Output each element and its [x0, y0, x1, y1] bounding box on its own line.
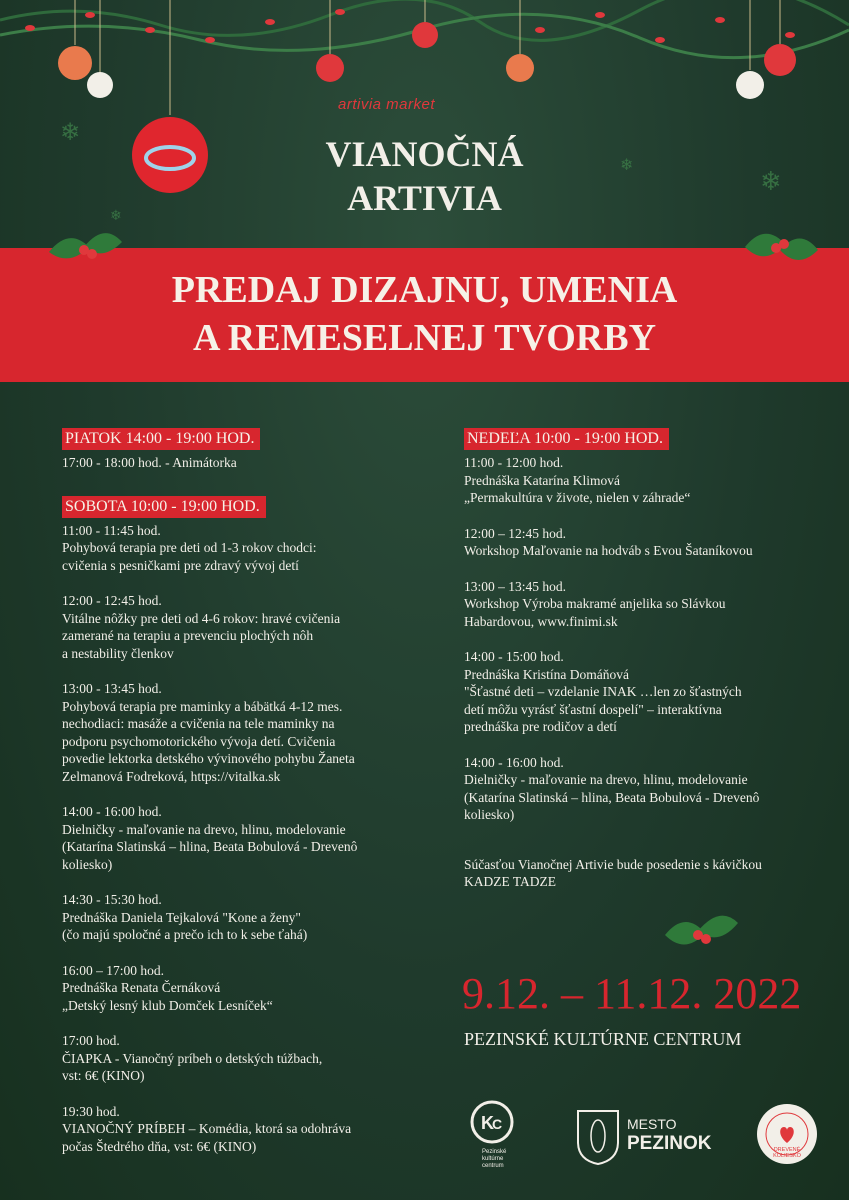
svg-text:❄: ❄	[110, 208, 122, 224]
title-line-1: VIANOČNÁ	[325, 134, 524, 174]
day-header-saturday: SOBOTA 10:00 - 19:00 HOD.	[62, 496, 266, 518]
banner-line-2: A REMESELNEJ TVORBY	[192, 317, 657, 359]
pezinok-text: PEZINOK	[627, 1133, 712, 1154]
schedule-left	[62, 428, 402, 1173]
svg-text:❄: ❄	[760, 167, 782, 197]
day-header-friday: PIATOK 14:00 - 19:00 HOD.	[62, 428, 260, 450]
day-header-sunday: NEDEĽA 10:00 - 19:00 HOD.	[464, 428, 669, 450]
event-dates: 9.12. – 11.12. 2022	[462, 969, 802, 1018]
mesto-text: MESTO	[627, 1116, 677, 1132]
coat-of-arms-icon	[575, 1108, 621, 1166]
event-item: 12:00 - 12:45 hod. Vitálne nôžky pre deti od 4-6 rokov: hravé cvičenia zamerané na terapiu a prevenciu plochých nôh a nestability členkov	[62, 593, 341, 661]
schedule-right	[464, 428, 824, 909]
banner-headline	[0, 266, 849, 362]
mesto-pezinok-logo	[575, 1108, 735, 1168]
ornament-icon	[87, 72, 113, 98]
svg-text:❄: ❄	[620, 155, 634, 174]
event-item: 12:00 – 12:45 hod. Workshop Maľovanie na hodváb s Evou Šataníkovou	[464, 525, 753, 558]
event-item: 13:00 - 13:45 hod. Pohybová terapia pre maminky a bábätká 4-12 mes. nechodiaci: masáže a cvičenia na tele maminky na podporu psychomotorického vývoja detí. Cvičenia povedie lektorka detského vývinového pohybu Žaneta Zelmanová Fodreková, https://vitalka.sk	[62, 681, 355, 784]
ornament-icon	[764, 44, 796, 76]
event-venue: PEZINSKÉ KULTÚRNE CENTRUM	[464, 1029, 742, 1049]
ornament-icon	[316, 54, 344, 82]
event-item: 16:00 – 17:00 hod. Prednáška Renata Černáková „Detský lesný klub Domček Lesníček“	[62, 962, 273, 1013]
page-title	[0, 132, 849, 220]
kc-logo-text: Pezinské	[482, 1149, 507, 1155]
cafe-note: Súčasťou Vianočnej Artivie bude posedenie s kávičkou KADZE TADZE	[464, 856, 762, 889]
ornament-icon	[412, 22, 438, 48]
svg-text:❄: ❄	[60, 118, 81, 146]
event-item: 11:00 - 11:45 hod. Pohybová terapia pre deti od 1-3 rokov chodci: cvičenia s pesničkami pre zdravý vývoj detí	[62, 522, 317, 573]
event-item: 14:00 - 15:00 hod. Prednáška Kristína Domáňová "Šťastné deti – vzdelanie INAK …len zo šťastných detí môžu vyrásť šťastní dospelí" – interaktívna prednáška pre rodičov a detí	[464, 649, 742, 734]
event-item: 19:30 hod. VIANOČNÝ PRÍBEH – Komédia, ktorá sa odohráva počas Štedrého dňa, vst: 6€ (KINO)	[62, 1103, 352, 1154]
koliesko-text: DREVENÉ KOLIESKO	[773, 1147, 801, 1159]
holly-icon	[660, 905, 740, 959]
event-item: 14:30 - 15:30 hod. Prednáška Daniela Tejkalová "Kone a ženy" (čo majú spoločné a prečo ich to k sebe ťahá)	[62, 892, 308, 942]
event-item: 11:00 - 12:00 hod. Prednáška Katarína Klimová „Permakultúra v živote, nielen v záhrade“	[464, 455, 691, 505]
event-item: 17:00 hod. ČIAPKA - Vianočný príbeh o detských túžbach, vst: 6€ (KINO)	[62, 1033, 323, 1083]
event-item: 13:00 – 13:45 hod. Workshop Výroba makramé anjelika so Slávkou Habardovou, www.finimi.sk	[464, 578, 726, 629]
kc-logo-text: centrum	[482, 1163, 504, 1169]
svg-text:C: C	[492, 1116, 503, 1132]
kc-logo	[470, 1100, 520, 1170]
kc-logo-text: kultúrne	[482, 1156, 504, 1162]
event-item: 14:00 - 16:00 hod. Dielničky - maľovanie na drevo, hlinu, modelovanie (Katarína Slatinská – hlina, Beata Bobulová - Drevenô koliesko)	[464, 754, 760, 822]
ornament-icon	[736, 71, 764, 99]
ornament-icon	[506, 54, 534, 82]
ornament-icon	[58, 46, 92, 80]
event-item: 17:00 - 18:00 hod. - Animátorka	[62, 455, 237, 470]
drevene-koliesko-logo	[756, 1103, 818, 1165]
event-item: 14:00 - 16:00 hod. Dielničky - maľovanie na drevo, hlinu, modelovanie (Katarína Slatinská – hlina, Beata Bobulová - Drevenô koliesko)	[62, 804, 358, 872]
svg-text:K: K	[481, 1113, 494, 1133]
brand-logo: artivia market	[338, 96, 436, 113]
kc-logo-icon	[470, 1100, 514, 1144]
banner-line-1: PREDAJ DIZAJNU, UMENIA	[171, 269, 678, 311]
title-line-2: ARTIVIA	[347, 178, 502, 218]
